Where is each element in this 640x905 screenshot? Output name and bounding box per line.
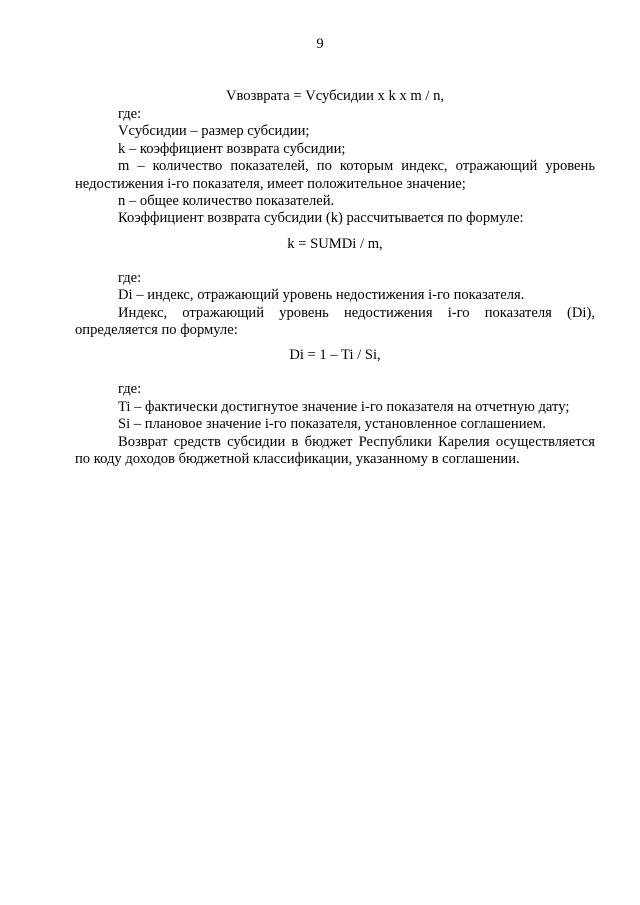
where-label-3: где: bbox=[118, 381, 142, 398]
coefficient-intro: Коэффициент возврата субсидии (k) рассчитывается по формуле: bbox=[118, 210, 524, 227]
index-intro: Индекс, отражающий уровень недостижения i-го показателя (Di), определяется по формуле: bbox=[75, 304, 595, 339]
page-number: 9 bbox=[316, 36, 324, 52]
definition-ti: Ti – фактически достигнутое значение i-го показателя на отчетную дату; bbox=[118, 398, 570, 415]
where-label-2: где: bbox=[118, 269, 142, 286]
return-procedure-text: Возврат средств субсидии в бюджет Республики Карелия осуществляется по коду доходов бюджетной классификации, указанному в соглашении. bbox=[75, 433, 595, 468]
definition-v-subsidy: Vсубсидии – размер субсидии; bbox=[118, 123, 310, 140]
definition-k: k – коэффициент возврата субсидии; bbox=[118, 140, 346, 157]
definition-si: Si – плановое значение i-го показателя, установленное соглашением. bbox=[118, 416, 546, 433]
definition-m: m – количество показателей, по которым индекс, отражающий уровень недостижения i-го показателя, имеет положительное значение; bbox=[75, 158, 595, 192]
definition-di: Di – индекс, отражающий уровень недостижения i-го показателя. bbox=[118, 287, 525, 304]
formula-k: k = SUMDi / m, bbox=[287, 235, 383, 252]
definition-n: n – общее количество показателей. bbox=[118, 193, 335, 210]
formula-return-volume: Vвозврата = Vсубсидии x k x m / n, bbox=[225, 88, 445, 104]
where-label-1: где: bbox=[118, 106, 142, 122]
document-body bbox=[75, 88, 595, 469]
formula-di: Di = 1 – Ti / Si, bbox=[289, 347, 381, 364]
